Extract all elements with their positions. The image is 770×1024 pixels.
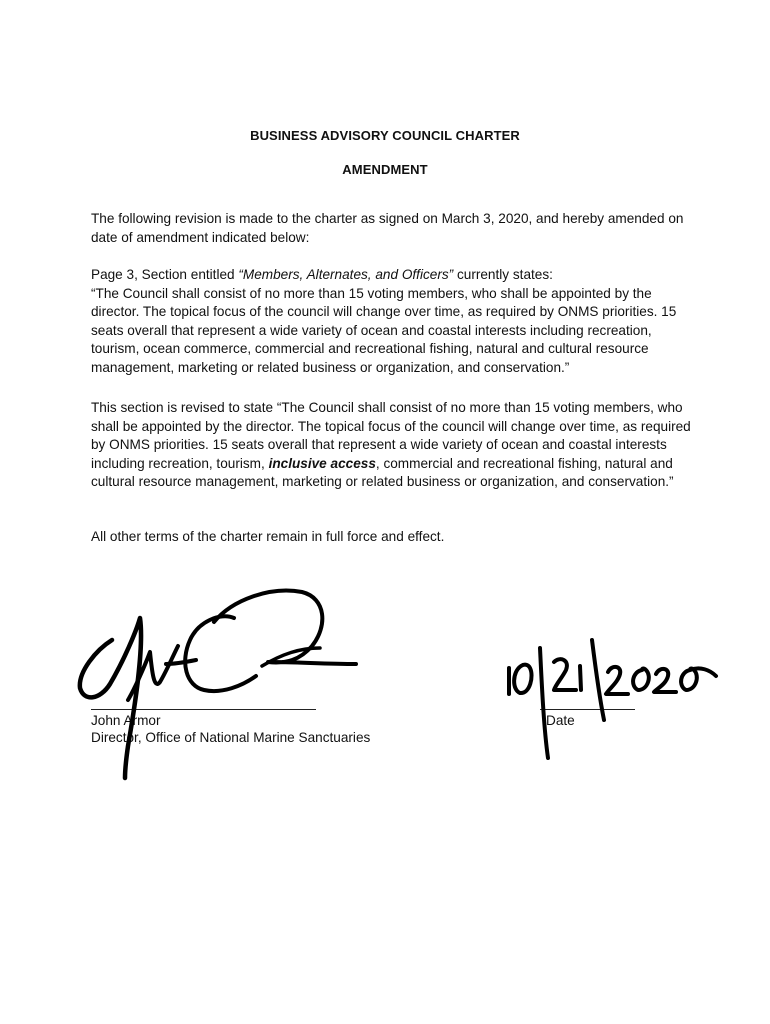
section-name: “Members, Alternates, and Officers” (238, 267, 454, 282)
signature-line (91, 709, 316, 710)
intro-paragraph: The following revision is made to the charter as signed on March 3, 2020, and hereby amended on date of amendment indicated below: (91, 211, 684, 245)
current-lead: Page 3, Section entitled (91, 267, 239, 282)
signer-title: Director, Office of National Marine Sanctuaries (91, 730, 371, 745)
current-lead-end: currently states: (453, 267, 553, 282)
current-quote: “The Council shall consist of no more than 15 voting members, who shall be appointed by the director. The topical focus of the council will change over time, as required by ONMS priorities. 15 seats overall that represent a wide variety of ocean and coastal interests including recreation, tourism, ocean commerce, commercial and recreational fishing, natural and cultural resource management, marketing or related business or organization, and conservation.” (91, 285, 677, 375)
date-label: Date (546, 713, 575, 728)
revised-after: , commercial and recreational fishing, natural and cultural resource management, marketing or related business or organization, and conservation.” (91, 455, 674, 490)
closing-paragraph: All other terms of the charter remain in full force and effect. (91, 529, 445, 544)
handwritten-signature (80, 591, 356, 778)
document-title: BUSINESS ADVISORY COUNCIL CHARTER (250, 128, 520, 143)
date-line (540, 709, 635, 710)
signer-name: John Armor (91, 713, 161, 728)
current-text-paragraph (91, 266, 691, 378)
document-subtitle: AMENDMENT (342, 162, 428, 177)
handwritten-date (509, 640, 716, 758)
revised-emphasis: inclusive access (268, 455, 376, 471)
revised-before: This section is revised to state “The Council shall consist of no more than 15 voting members, who shall be appointed by the director. The topical focus of the council will change over time, as required by ONMS priorities. 15 seats overall that represent a wide variety of ocean and coastal interests including recreation, tourism, (91, 400, 691, 471)
revised-text-paragraph (91, 399, 691, 492)
